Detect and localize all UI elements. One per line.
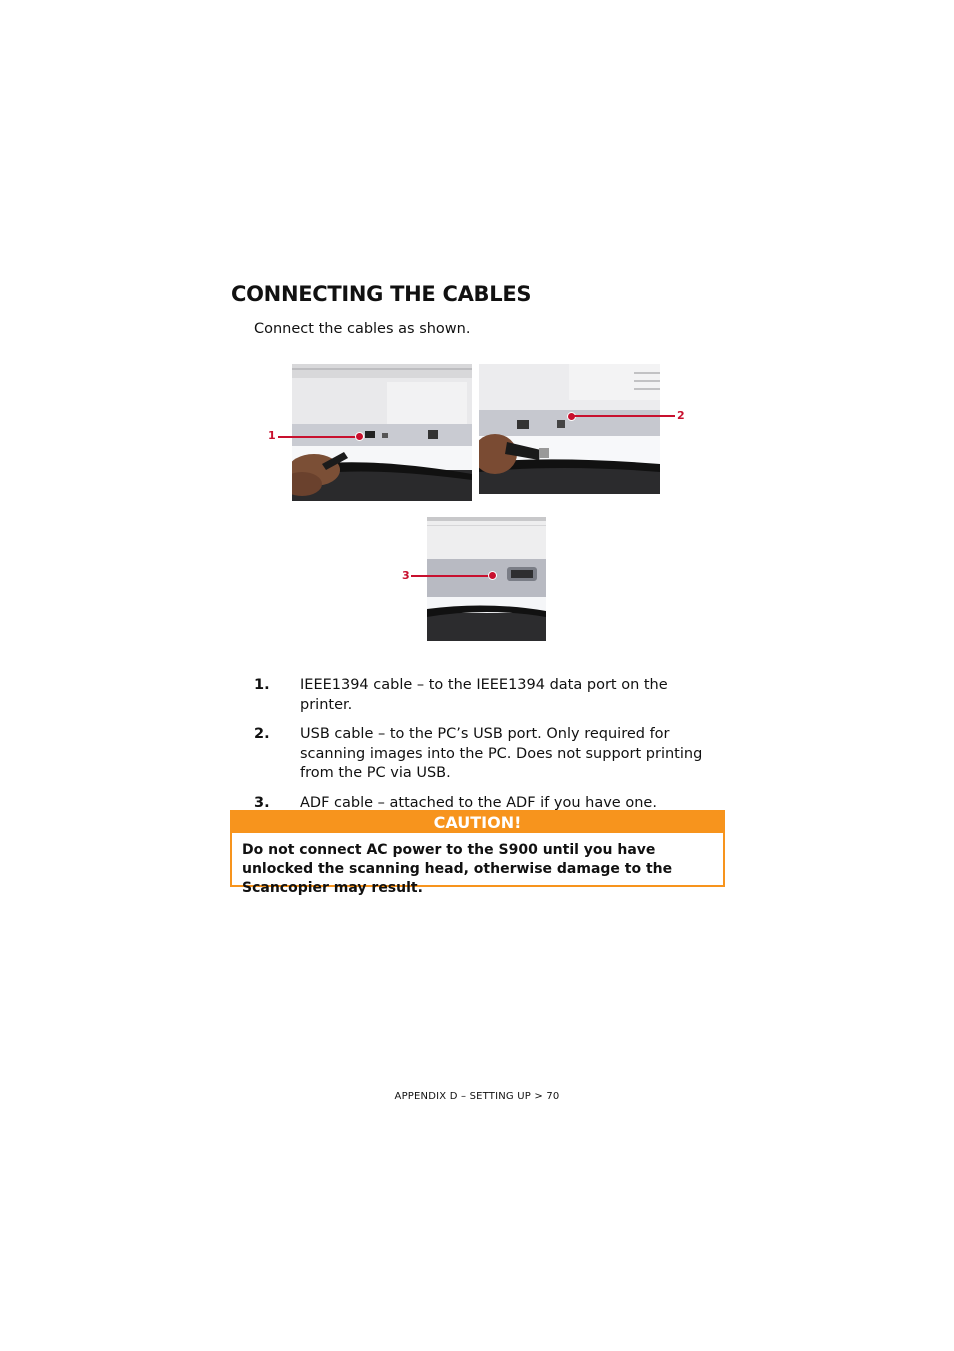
caution-box — [230, 810, 725, 896]
callout-leader-1 — [278, 436, 358, 438]
step-text: IEEE1394 cable – to the IEEE1394 data port on the printer. — [300, 677, 668, 713]
caution-text: Do not connect AC power to the S900 until you have unlocked the scanning head, otherwise damage to the Scancopier may result. — [242, 842, 673, 896]
photo-usb-port — [479, 364, 660, 494]
page-footer: APPENDIX D – SETTING UP > 70 — [394, 1091, 560, 1102]
intro-text: Connect the cables as shown. — [254, 321, 471, 337]
callout-dot-3 — [488, 571, 497, 580]
steps-list — [254, 676, 724, 823]
caution-title: CAUTION! — [232, 812, 723, 833]
photo-adf-connector — [427, 517, 546, 641]
photo-ieee1394-port — [292, 364, 472, 501]
step-number: 1. — [254, 677, 270, 693]
step-number: 3. — [254, 794, 270, 811]
callout-number-3: 3 — [402, 569, 410, 582]
callout-leader-2 — [574, 415, 675, 417]
list-item — [254, 725, 724, 784]
callout-number-2: 2 — [677, 409, 685, 422]
page-title: CONNECTING THE CABLES — [231, 282, 532, 306]
step-text: USB cable – to the PC’s USB port. Only required for scanning images into the PC. Does not support printing from the PC via USB. — [300, 726, 703, 781]
callout-number-1: 1 — [268, 429, 276, 442]
callout-dot-1 — [355, 432, 364, 441]
step-text: ADF cable – attached to the ADF if you have one. — [300, 794, 657, 811]
callout-leader-3 — [411, 575, 489, 577]
list-item — [254, 676, 724, 715]
step-number: 2. — [254, 726, 270, 742]
